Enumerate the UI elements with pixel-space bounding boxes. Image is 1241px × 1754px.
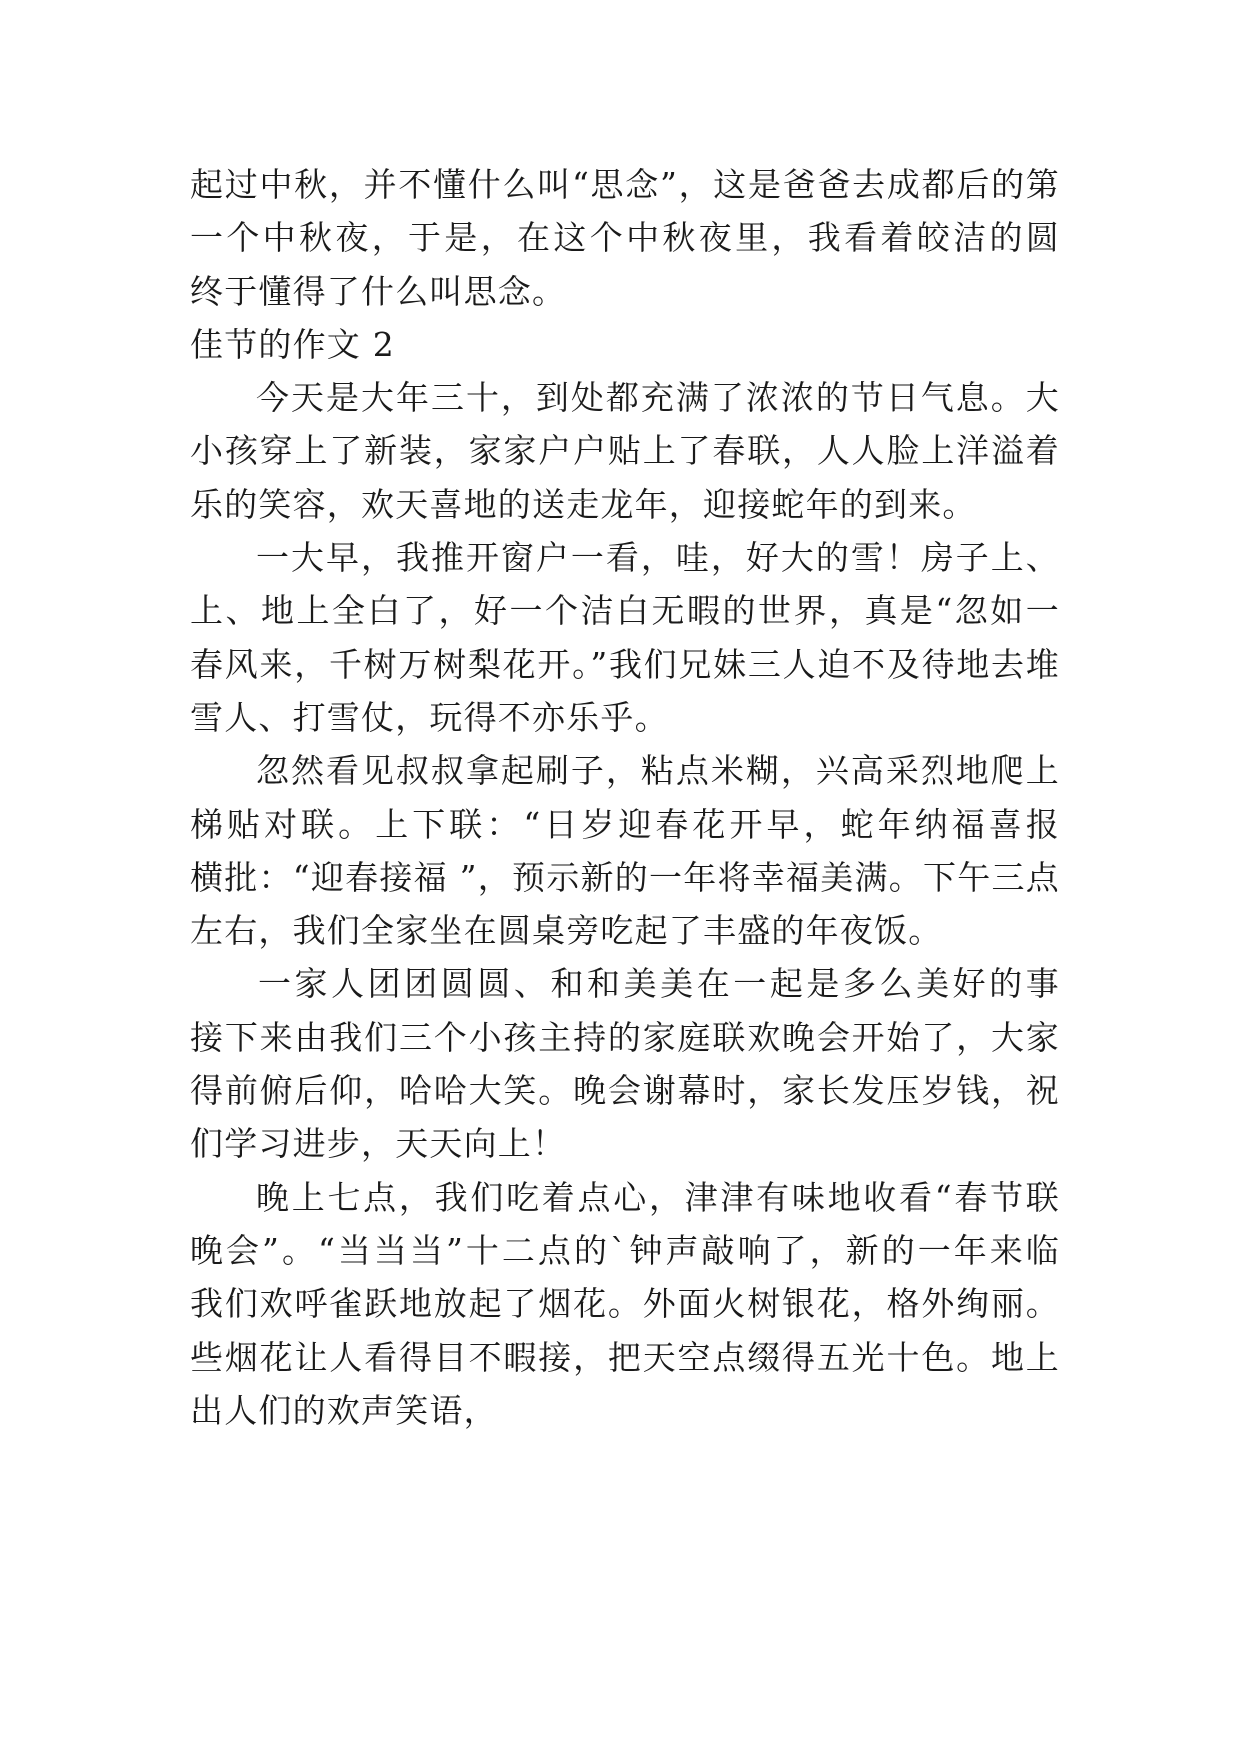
text-line: 些烟花让人看得目不暇接，把天空点缀得五光十色。地上 [190,1337,1060,1377]
text-line: 们学习进步，天天向上！ [190,1124,567,1164]
text-line: 小孩穿上了新装，家家户户贴上了春联，人人脸上洋溢着 [190,431,1060,471]
text-line: 一家人团团圆圆、和和美美在一起是多么美好的事 [258,964,1060,1004]
text-line: 乐的笑容，欢天喜地的送走龙年，迎接蛇年的到来。 [190,484,977,524]
text-line: 终于懂得了什么叫思念。 [190,271,567,311]
text-line: 上、地上全白了，好一个洁白无暇的世界，真是“忽如一 [190,591,1060,631]
text-line: 我们欢呼雀跃地放起了烟花。外面火树银花，格外绚丽。 [190,1284,1060,1324]
text-line: 横批：“迎春接福 ”，预示新的一年将幸福美满。下午三点 [190,857,1060,897]
text-line: 晚会”。“当当当”十二点的`钟声敲响了，新的一年来临 [190,1230,1060,1270]
text-line: 一个中秋夜，于是，在这个中秋夜里，我看着皎洁的圆 [190,218,1060,258]
text-line: 接下来由我们三个小孩主持的家庭联欢晚会开始了，大家 [190,1017,1060,1057]
text-line: 梯贴对联。上下联：“日岁迎春花开早，蛇年纳福喜报 [190,804,1060,844]
document-body [190,158,1060,1437]
section-heading: 佳节的作文 2 [190,324,395,364]
text-line: 一大早，我推开窗户一看，哇，好大的雪！房子上、 [256,538,1060,578]
text-line: 出人们的欢声笑语， [190,1390,498,1430]
text-line: 起过中秋，并不懂什么叫“思念”，这是爸爸去成都后的第 [190,165,1060,204]
text-line: 晚上七点，我们吃着点心，津津有味地收看“春节联 [256,1177,1060,1217]
text-line: 今天是大年三十，到处都充满了浓浓的节日气息。大 [256,378,1060,418]
text-line: 忽然看见叔叔拿起刷子，粘点米糊，兴高采烈地爬上 [256,751,1060,791]
text-line: 春风来，千树万树梨花开。”我们兄妹三人迫不及待地去堆 [190,644,1060,684]
text-line: 左右，我们全家坐在圆桌旁吃起了丰盛的年夜饭。 [190,911,943,951]
text-line: 得前俯后仰，哈哈大笑。晚会谢幕时，家长发压岁钱，祝 [190,1071,1060,1111]
text-line: 雪人、打雪仗，玩得不亦乐乎。 [190,697,669,737]
